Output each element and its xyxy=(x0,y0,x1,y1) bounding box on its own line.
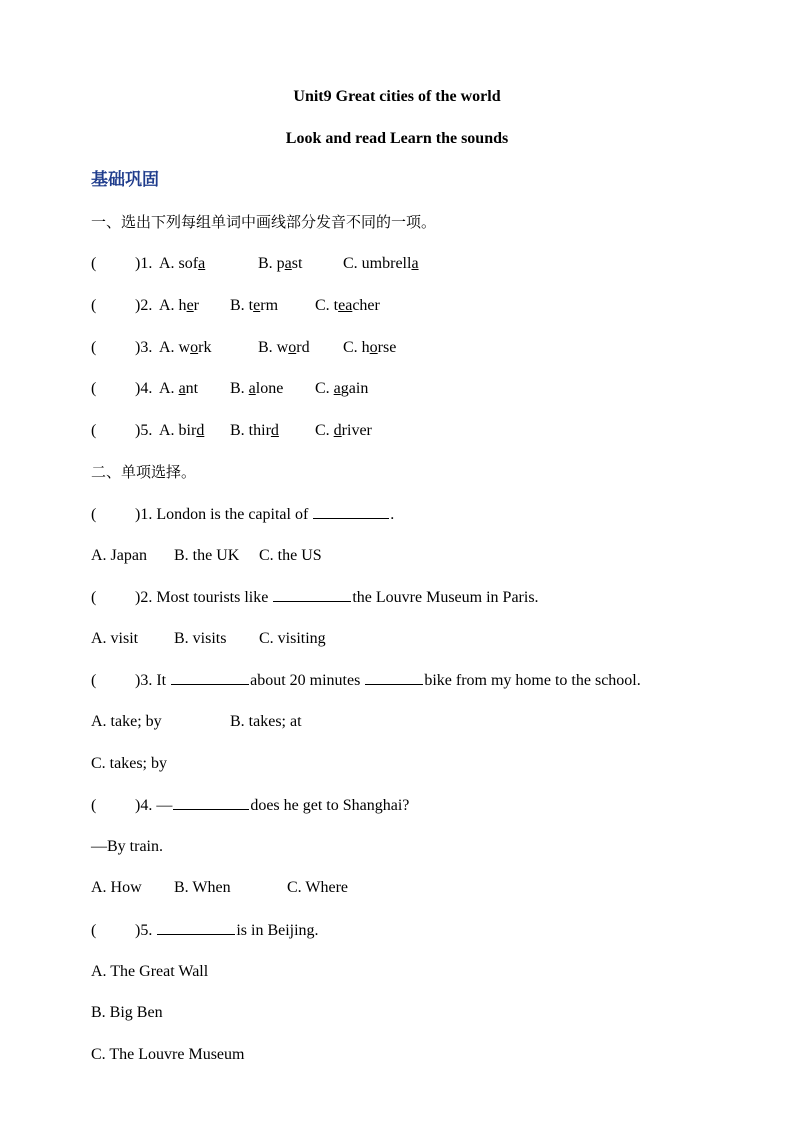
section-heading: 基础巩固 xyxy=(91,170,159,190)
part1-heading: 一、选出下列每组单词中画线部分发音不同的一项。 xyxy=(91,213,437,231)
part2-heading: 二、单项选择。 xyxy=(91,463,197,481)
q5-option-c: C. The Louvre Museum xyxy=(91,1046,245,1063)
answer-paren: ( xyxy=(91,339,97,356)
q1-option-c: C. the US xyxy=(259,547,322,564)
option-b: B. past xyxy=(258,255,303,272)
answer-blank xyxy=(157,920,235,935)
q3-options-row2 xyxy=(91,754,167,774)
option-b: B. word xyxy=(258,339,310,356)
option-a: A. work xyxy=(159,339,212,356)
q1-option-a: A. Japan xyxy=(91,547,147,564)
p1-item-4: ( )4. A. ant B. alone C. again xyxy=(91,380,369,397)
answer-paren: ( xyxy=(91,422,97,439)
option-c: C. driver xyxy=(315,422,372,439)
option-c: C. horse xyxy=(343,339,397,356)
option-c: C. umbrella xyxy=(343,255,419,272)
option-a: A. her xyxy=(159,297,199,314)
answer-paren: ( xyxy=(91,380,97,397)
option-b: B. alone xyxy=(230,380,284,397)
q3-stem: ( )3. It about 20 minutes bike from my home to the school. xyxy=(91,672,641,689)
q3-option-c: C. takes; by xyxy=(91,755,167,772)
q4-answer-line: —By train. xyxy=(91,838,163,855)
q5-option-b: B. Big Ben xyxy=(91,1004,163,1021)
answer-blank xyxy=(273,587,351,602)
q4-stem: ( )4. — does he get to Shanghai? xyxy=(91,797,410,814)
q2-stem: ( )2. Most tourists like the Louvre Museum in Paris. xyxy=(91,589,539,606)
q1-options xyxy=(91,546,322,566)
q1-stem: ( )1. London is the capital of . xyxy=(91,506,395,523)
option-b: B. term xyxy=(230,297,279,314)
q2-option-c: C. visiting xyxy=(259,630,326,647)
q1-option-b: B. the UK xyxy=(174,547,240,564)
answer-blank xyxy=(171,670,249,685)
q4-option-b: B. When xyxy=(174,879,231,896)
q3-option-b: B. takes; at xyxy=(230,713,302,730)
q4-options xyxy=(91,878,349,898)
p1-item-1: ( )1. A. sofa B. past C. umbrella xyxy=(91,255,419,272)
p1-item-5: ( )5. A. bird B. third C. driver xyxy=(91,422,372,439)
q3-option-a: A. take; by xyxy=(91,713,162,730)
option-a: A. bird xyxy=(159,422,205,439)
option-c: C. again xyxy=(315,380,369,397)
q2-option-b: B. visits xyxy=(174,630,227,647)
option-a: A. ant xyxy=(159,380,199,397)
answer-blank xyxy=(173,795,249,810)
p1-item-2: ( )2. A. her B. term C. teacher xyxy=(91,297,380,314)
option-b: B. third xyxy=(230,422,279,439)
q2-options xyxy=(91,629,326,649)
q2-option-a: A. visit xyxy=(91,630,139,647)
worksheet-title: Unit9 Great cities of the world xyxy=(293,88,501,105)
answer-blank xyxy=(365,670,423,685)
p1-item-3: ( )3. A. work B. word C. horse xyxy=(91,339,397,356)
option-c: C. teacher xyxy=(315,297,380,314)
answer-paren: ( xyxy=(91,297,97,314)
q5-option-a: A. The Great Wall xyxy=(91,963,209,980)
option-a: A. sofa xyxy=(159,255,206,272)
worksheet-subtitle: Look and read Learn the sounds xyxy=(285,130,509,147)
answer-paren: ( xyxy=(91,255,97,272)
answer-blank xyxy=(313,504,389,519)
q5-stem: ( )5. is in Beijing. xyxy=(91,922,319,939)
q4-option-c: C. Where xyxy=(287,879,349,896)
q4-option-a: A. How xyxy=(91,879,142,896)
q3-options-row1 xyxy=(91,712,302,732)
